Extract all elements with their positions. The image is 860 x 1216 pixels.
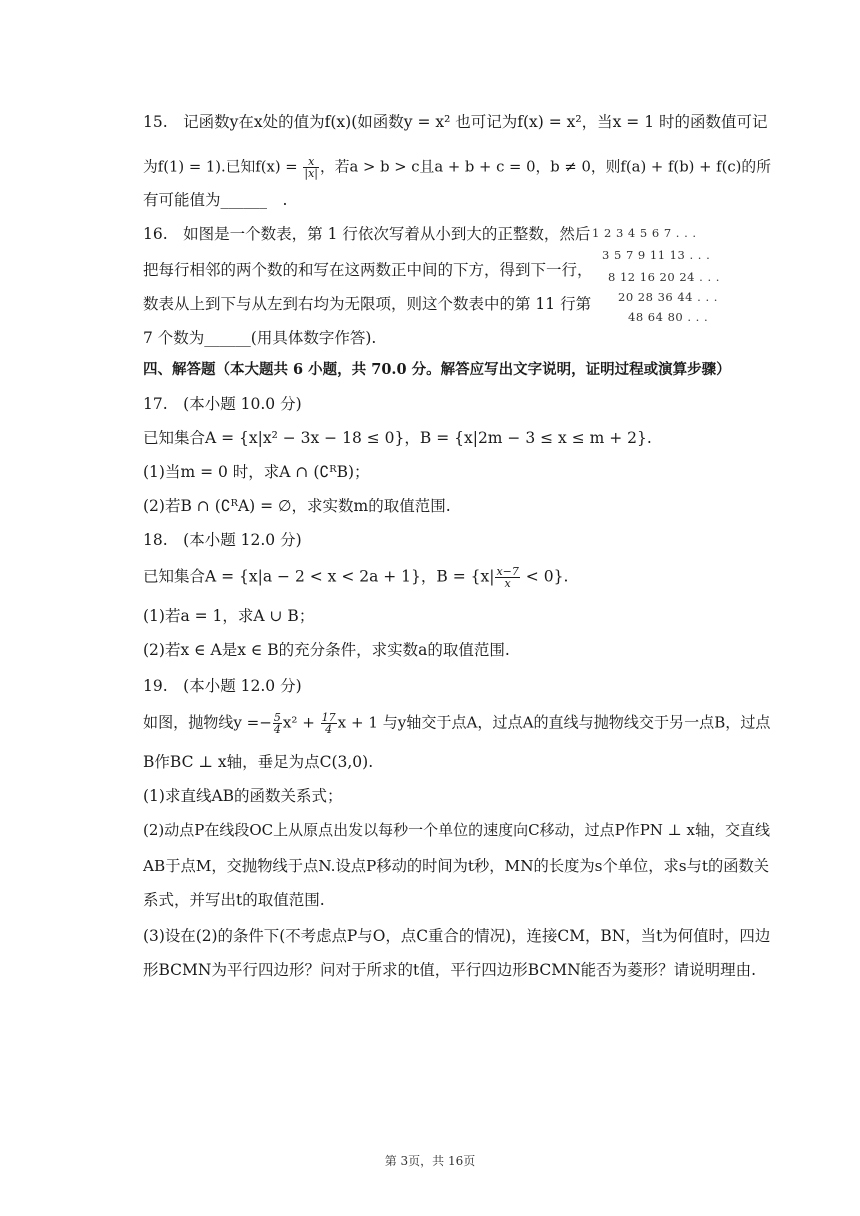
q19-line-6: 系式，并写出t的取值范围. — [143, 891, 325, 909]
q17-head: 17. (本小题 10.0 分) — [143, 395, 302, 413]
q18-line-1b: < 0}. — [520, 567, 569, 586]
table-row-2: 3 5 7 9 11 13 . . . — [602, 248, 711, 262]
q15-line-3: 有可能值为______ . — [143, 191, 288, 209]
q16-line-1: 16. 如图是一个数表，第 1 行依次写着从小到大的正整数，然后 — [143, 225, 591, 243]
q19-fraction-2 — [321, 712, 337, 735]
q16-line-3: 数表从上到下与从左到右均为无限项，则这个数表中的第 11 行第 — [143, 295, 592, 313]
q18-frac-num: x−7 — [496, 565, 519, 578]
q18-fraction — [495, 566, 519, 589]
q15-line-2 — [143, 156, 771, 179]
q19-line-8: 形BCMN为平行四边形？问对于所求的t值，平行四边形BCMN能否为菱形？请说明理由. — [143, 961, 757, 979]
q19-line-1a: 如图，抛物线y =− — [143, 713, 272, 732]
q18-line-3: (2)若x ∈ A是x ∈ B的充分条件，求实数a的取值范围. — [143, 641, 510, 659]
q17-line-1: 已知集合A = {x|x² − 3x − 18 ≤ 0}，B = {x|2m − 3 ≤ x ≤ m + 2}. — [143, 429, 652, 447]
q19-line-4: (2)动点P在线段OC上从原点出发以每秒一个单位的速度向C移动，过点P作PN ⊥ x轴，交直线 — [143, 821, 771, 839]
q15-frac-num: x — [303, 156, 319, 168]
q18-head: 18. (本小题 12.0 分) — [143, 531, 302, 549]
q19-fraction-1 — [273, 712, 282, 735]
section-heading: 四、解答题（本大题共 6 小题，共 70.0 分。解答应写出文字说明，证明过程或演算步骤） — [143, 361, 731, 378]
q19-line-1c: x + 1 与y轴交于点A，过点A的直线与抛物线交于另一点B，过点 — [337, 713, 771, 732]
q18-line-1a: 已知集合A = {x|a − 2 < x < 2a + 1}，B = {x| — [143, 567, 495, 586]
q15-fraction — [303, 156, 319, 179]
q18-frac-den: x — [504, 577, 511, 590]
q15-line-2b: ，若a > b > c且a + b + c = 0，b ≠ 0，则f(a) + f(b) + f(c)的所 — [319, 158, 771, 176]
q15-frac-den: |x| — [304, 167, 318, 180]
q19-line-3: (1)求直线AB的函数关系式； — [143, 787, 343, 805]
page-footer: 第 3页，共 16页 — [384, 1154, 476, 1168]
q19-line-2: B作BC ⊥ x轴，垂足为点C(3,0). — [143, 753, 374, 771]
q19-line-7: (3)设在(2)的条件下(不考虑点P与O，点C重合的情况)，连接CM，BN，当t为何值时，四边 — [143, 927, 771, 945]
q17-line-2: (1)当m = 0 时，求A ∩ (∁ᴿB)； — [143, 463, 370, 481]
q19-head: 19. (本小题 12.0 分) — [143, 677, 302, 695]
table-row-1: 1 2 3 4 5 6 7 . . . — [592, 226, 697, 240]
q18-line-2: (1)若a = 1，求A ∪ B； — [143, 607, 315, 625]
q15-line-1: 15. 记函数y在x处的值为f(x)(如函数y = x² 也可记为f(x) = x²，当x = 1 时的函数值可记 — [143, 113, 768, 131]
q19-line-5: AB于点M，交抛物线于点N.设点P移动的时间为t秒，MN的长度为s个单位，求s与t的函数关 — [143, 857, 770, 875]
q15-line-2a: 为f(1) = 1).已知f(x) = — [143, 158, 303, 176]
table-row-4: 20 28 36 44 . . . — [618, 290, 718, 304]
q19-f2-den: 4 — [325, 723, 333, 736]
q19-f2-num: 17 — [321, 711, 336, 724]
q19-f1-num: 5 — [273, 711, 281, 724]
q19-line-1b: x² + — [282, 713, 320, 732]
q17-line-3: (2)若B ∩ (∁ᴿA) = ∅，求实数m的取值范围. — [143, 497, 451, 515]
q19-f1-den: 4 — [273, 723, 281, 736]
q18-line-1 — [143, 566, 568, 589]
q16-line-4: 7 个数为______(用具体数字作答). — [143, 329, 377, 347]
q19-line-1 — [143, 712, 771, 735]
table-row-3: 8 12 16 20 24 . . . — [608, 270, 720, 284]
q16-line-2: 把每行相邻的两个数的和写在这两数正中间的下方，得到下一行， — [143, 261, 593, 279]
table-row-5: 48 64 80 . . . — [628, 310, 709, 324]
